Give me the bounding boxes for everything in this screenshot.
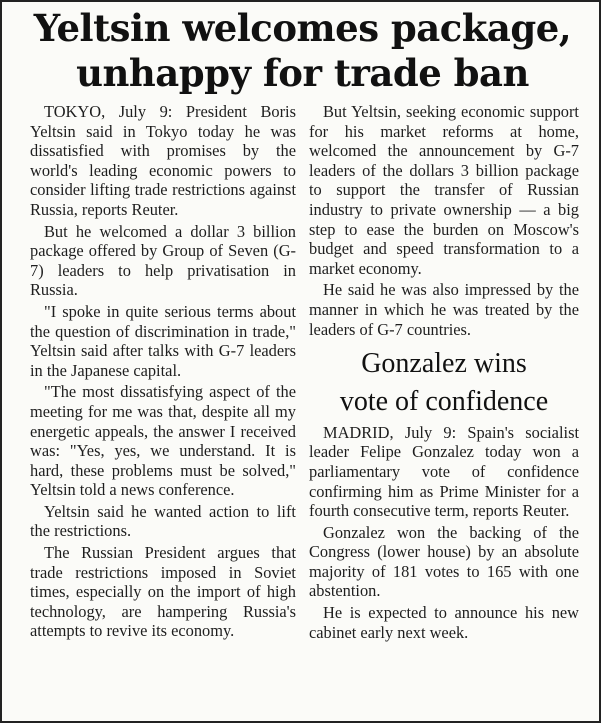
subheadline: [301, 345, 587, 421]
story-paragraph: TOKYO, July 9: President Boris Yeltsin said in Tokyo today he was dissatisfied with promises by the world's leading economic powers to consider lifting trade restrictions against Russia, reports Reuter.: [30, 102, 296, 219]
story-paragraph: Gonzalez won the backing of the Congress (lower house) by an absolute majority of 181 votes to 165 with one abstention.: [309, 522, 579, 601]
story-paragraph: He is expected to announce his new cabinet early next week.: [309, 603, 579, 642]
second-story: [309, 423, 579, 643]
subheadline-line-1: Gonzalez wins: [361, 348, 527, 380]
story-paragraph: "The most dissatisfying aspect of the meeting for me was that, despite all my energetic appeals, the answer I received was: "Yes, yes, we understand. It is hard, these problems must be solved," Yeltsin told a news conference.: [30, 382, 296, 500]
headline-line-1: Yeltsin welcomes package,: [33, 6, 572, 50]
story-paragraph: But Yeltsin, seeking economic support for his market reforms at home, welcomed the announcement by G-7 leaders of the dollars 3 billion package to support the transfer of Russian industry to private ownership — a big step to ease the burden on Moscow's budget and speed transformation to a market economy.: [309, 102, 579, 278]
story-column-left: [30, 102, 296, 643]
story-paragraph: The Russian President argues that trade restrictions imposed in Soviet times, especially on the import of high technology, are hampering Russia's attempts to revive its economy.: [30, 543, 296, 641]
story-paragraph: "I spoke in quite serious terms about the question of discrimination in trade," Yeltsin said after talks with G-7 leaders in the Japanese capital.: [30, 301, 296, 380]
story-paragraph: He said he was also impressed by the manner in which he was treated by the leaders of G-7 countries.: [309, 280, 579, 339]
story-paragraph: Yeltsin said he wanted action to lift the restrictions.: [30, 501, 296, 541]
story-paragraph: MADRID, July 9: Spain's socialist leader Felipe Gonzalez today won a parliamentary vote of confidence confirming him as Prime Minister for a fourth consecutive term, reports Reuter.: [309, 422, 579, 521]
headline-line-2: unhappy for trade ban: [76, 51, 529, 95]
story-paragraph: But he welcomed a dollar 3 billion package offered by Group of Seven (G-7) leaders to help privatisation in Russia.: [30, 221, 296, 300]
subheadline-line-2: vote of confidence: [339, 385, 549, 417]
story-column-right: [309, 102, 579, 644]
